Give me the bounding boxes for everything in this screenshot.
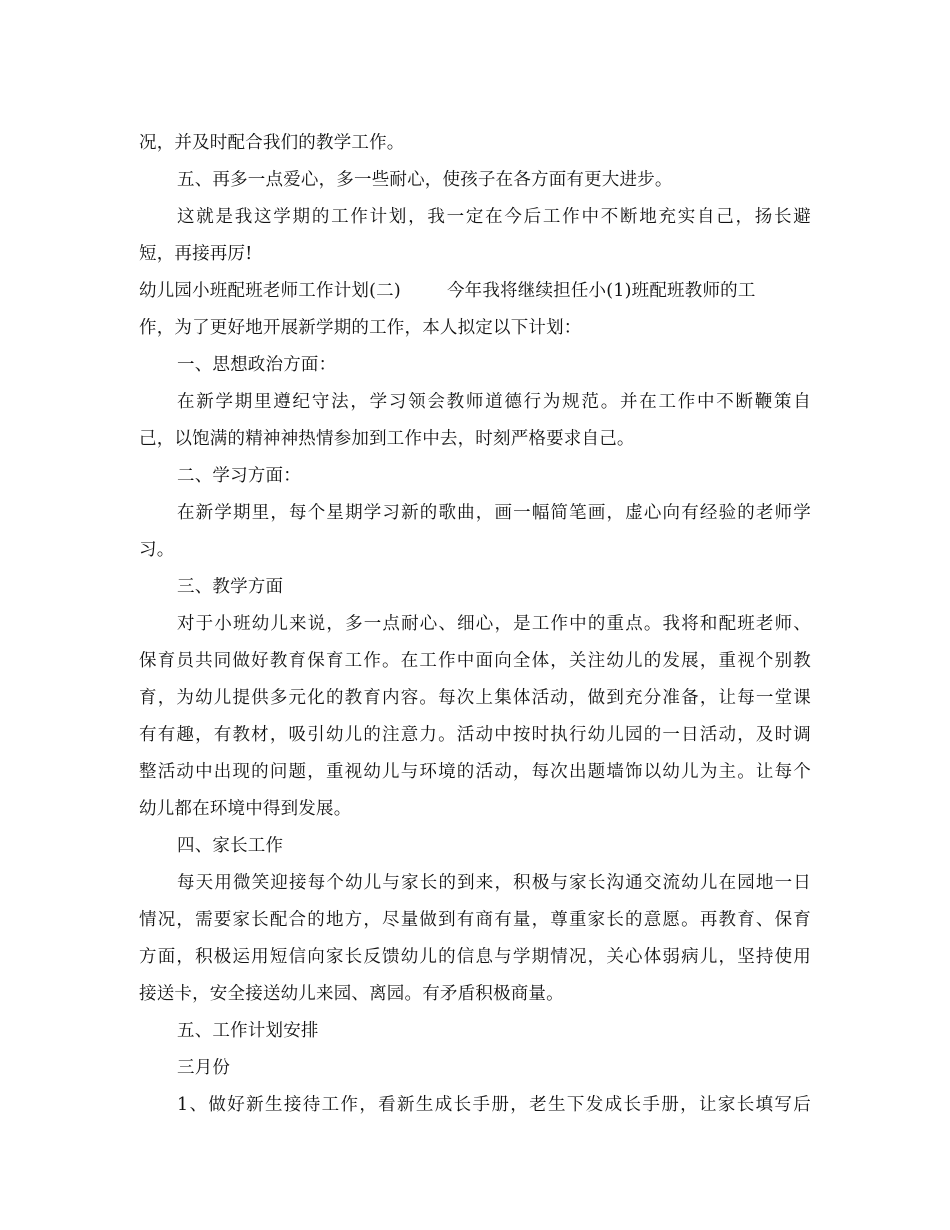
text-line: 幼儿园小班配班老师工作计划(二) 今年我将继续担任小(1)班配班教师的工 (139, 281, 756, 301)
text-line: 育，为幼儿提供多元化的教育内容。每次上集体活动，做到充分准备，让每一堂课 (139, 688, 811, 708)
text-line: 有有趣，有教材，吸引幼儿的注意力。活动中按时执行幼儿园的一日活动，及时调 (139, 725, 811, 745)
section-heading: 一、思想政治方面： (177, 355, 337, 375)
text-line: 习。 (139, 540, 175, 560)
section-heading: 三、教学方面 (177, 577, 284, 597)
text-line: 况，并及时配合我们的教学工作。 (139, 133, 405, 153)
text-line: 整活动中出现的问题，重视幼儿与环境的活动，每次出题墙饰以幼儿为主。让每个 (139, 762, 811, 782)
text-line: 这就是我这学期的工作计划，我一定在今后工作中不断地充实自己，扬长避 (177, 207, 811, 227)
text-line: 幼儿都在环境中得到发展。 (139, 799, 352, 819)
text-line: 短，再接再厉! (139, 244, 253, 264)
text-line: 方面，积极运用短信向家长反馈幼儿的信息与学期情况，关心体弱病儿，坚持使用 (139, 947, 811, 967)
text-line: 每天用微笑迎接每个幼儿与家长的到来，积极与家长沟通交流幼儿在园地一日 (177, 873, 811, 893)
text-line: 己，以饱满的精神神热情参加到工作中去，时刻严格要求自己。 (139, 429, 635, 449)
text-line: 在新学期里遵纪守法，学习领会教师道德行为规范。并在工作中不断鞭策自 (177, 392, 811, 412)
text-line: 1、做好新生接待工作，看新生成长手册，老生下发成长手册，让家长填写后 (177, 1095, 811, 1115)
text-line: 在新学期里，每个星期学习新的歌曲，画一幅简笔画，虚心向有经验的老师学 (177, 503, 811, 523)
text-line: 五、再多一点爱心，多一些耐心，使孩子在各方面有更大进步。 (177, 170, 673, 190)
text-line: 对于小班幼儿来说，多一点耐心、细心，是工作中的重点。我将和配班老师、 (177, 614, 811, 634)
subsection-heading: 三月份 (177, 1058, 231, 1078)
section-heading: 四、家长工作 (177, 836, 284, 856)
section-heading: 二、学习方面： (177, 466, 301, 486)
text-line: 保育员共同做好教育保育工作。在工作中面向全体，关注幼儿的发展，重视个别教 (139, 651, 811, 671)
text-line: 作，为了更好地开展新学期的工作，本人拟定以下计划： (139, 318, 582, 338)
text-line: 接送卡，安全接送幼儿来园、离园。有矛盾积极商量。 (139, 984, 564, 1004)
section-heading: 五、工作计划安排 (177, 1021, 319, 1041)
text-line: 情况，需要家长配合的地方，尽量做到有商有量，尊重家长的意愿。再教育、保育 (139, 910, 811, 930)
